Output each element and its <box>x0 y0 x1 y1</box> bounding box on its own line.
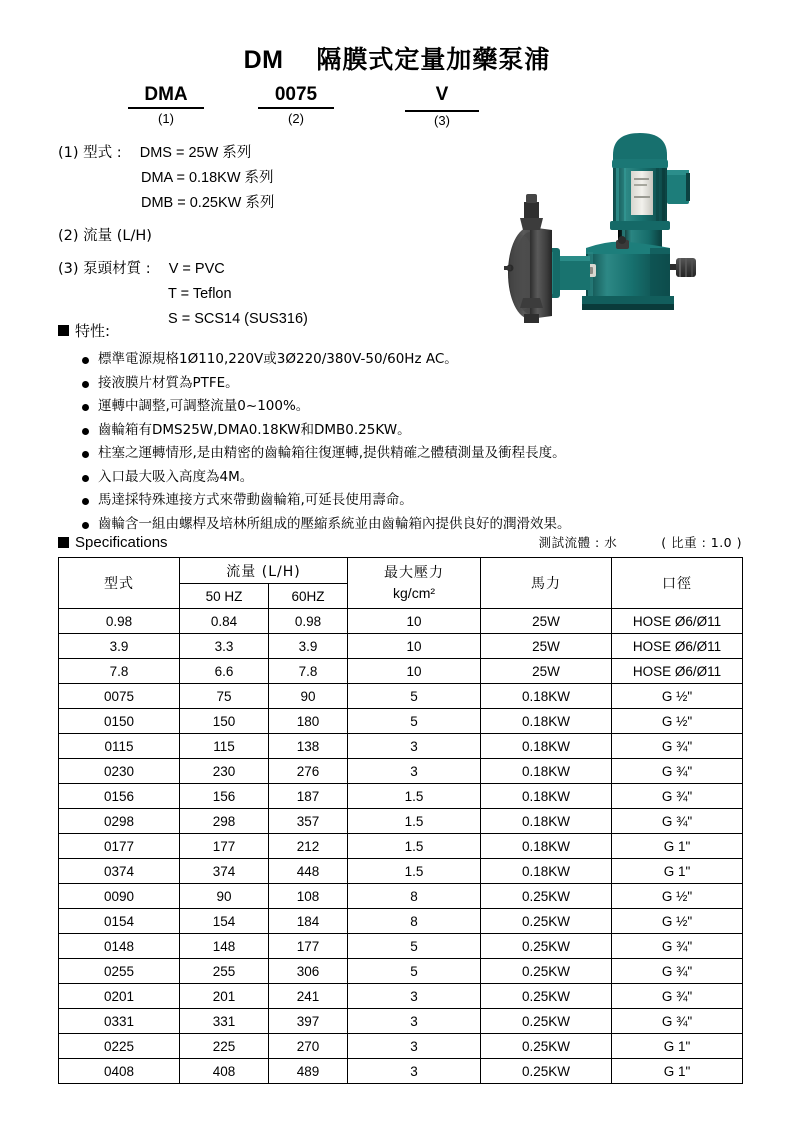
cell-flow-50hz: 255 <box>180 959 269 984</box>
table-row <box>59 959 743 984</box>
table-row <box>59 1034 743 1059</box>
page-title <box>0 40 794 76</box>
cell-port: G 1" <box>612 859 743 884</box>
table-row <box>59 1009 743 1034</box>
definition-head-item-2: T = Teflon <box>168 286 232 302</box>
cell-power: 0.25KW <box>481 934 612 959</box>
cell-model: 0148 <box>59 934 180 959</box>
definition-type-item-3: DMB = 0.25KW 系列 <box>141 195 275 211</box>
cell-pressure: 3 <box>348 1009 481 1034</box>
cell-pressure: 10 <box>348 609 481 634</box>
col-header-pressure-line2: kg/cm² <box>393 584 436 601</box>
cell-port: G ¾" <box>612 984 743 1009</box>
definition-type-item-2: DMA = 0.18KW 系列 <box>141 170 274 186</box>
table-row <box>59 609 743 634</box>
cell-power: 0.25KW <box>481 1059 612 1084</box>
feature-item: 柱塞之運轉情形,是由精密的齒輪箱往復運轉,提供精確之體積測量及衝程長度。 <box>58 442 748 466</box>
cell-flow-50hz: 150 <box>180 709 269 734</box>
feature-item: 入口最大吸入高度為4M。 <box>58 466 748 490</box>
cell-pressure: 5 <box>348 934 481 959</box>
table-row <box>59 684 743 709</box>
col-header-port: 口徑 <box>612 558 743 609</box>
features-section <box>58 320 748 536</box>
cell-model: 0075 <box>59 684 180 709</box>
cell-power: 0.25KW <box>481 984 612 1009</box>
cell-flow-60hz: 241 <box>269 984 348 1009</box>
table-row <box>59 834 743 859</box>
cell-power: 0.18KW <box>481 784 612 809</box>
cell-flow-60hz: 90 <box>269 684 348 709</box>
cell-flow-50hz: 3.3 <box>180 634 269 659</box>
cell-model: 0225 <box>59 1034 180 1059</box>
cell-pressure: 8 <box>348 909 481 934</box>
cell-model: 0.98 <box>59 609 180 634</box>
cell-flow-60hz: 138 <box>269 734 348 759</box>
cell-flow-50hz: 298 <box>180 809 269 834</box>
cell-power: 0.25KW <box>481 959 612 984</box>
features-heading <box>58 320 748 341</box>
cell-port: G ¾" <box>612 809 743 834</box>
cell-pressure: 3 <box>348 984 481 1009</box>
cell-port: G ½" <box>612 684 743 709</box>
pump-illustration-icon <box>500 118 750 323</box>
model-code-index-3: (3) <box>405 110 479 128</box>
cell-flow-50hz: 115 <box>180 734 269 759</box>
cell-flow-50hz: 177 <box>180 834 269 859</box>
cell-port: G ¾" <box>612 959 743 984</box>
table-header <box>59 558 743 609</box>
cell-power: 0.18KW <box>481 759 612 784</box>
table-row <box>59 709 743 734</box>
table-row <box>59 909 743 934</box>
cell-flow-50hz: 408 <box>180 1059 269 1084</box>
features-list <box>58 348 748 536</box>
table-row <box>59 759 743 784</box>
cell-power: 25W <box>481 634 612 659</box>
cell-flow-50hz: 201 <box>180 984 269 1009</box>
cell-pressure: 3 <box>348 734 481 759</box>
table-header-row-1 <box>59 558 743 584</box>
cell-flow-60hz: 357 <box>269 809 348 834</box>
cell-port: G ½" <box>612 884 743 909</box>
definition-type <box>58 141 488 216</box>
table-row <box>59 734 743 759</box>
cell-flow-60hz: 489 <box>269 1059 348 1084</box>
cell-power: 25W <box>481 659 612 684</box>
cell-port: G ½" <box>612 909 743 934</box>
cell-pressure: 8 <box>348 884 481 909</box>
model-code-part-1 <box>128 84 204 126</box>
cell-power: 0.18KW <box>481 834 612 859</box>
cell-flow-50hz: 225 <box>180 1034 269 1059</box>
cell-port: G ¾" <box>612 734 743 759</box>
cell-power: 0.25KW <box>481 1034 612 1059</box>
definition-type-row-1 <box>58 141 488 166</box>
table-row <box>59 809 743 834</box>
feature-item: 齒輪箱有DMS25W,DMA0.18KW和DMB0.25KW。 <box>58 419 748 443</box>
cell-port: G ¾" <box>612 1009 743 1034</box>
cell-flow-50hz: 75 <box>180 684 269 709</box>
cell-flow-50hz: 154 <box>180 909 269 934</box>
cell-pressure: 1.5 <box>348 859 481 884</box>
cell-pressure: 10 <box>348 659 481 684</box>
model-code-value-1: DMA <box>128 84 204 109</box>
cell-port: G ½" <box>612 709 743 734</box>
cell-pressure: 5 <box>348 709 481 734</box>
definition-head-row-1 <box>58 257 488 282</box>
cell-pressure: 1.5 <box>348 809 481 834</box>
cell-flow-60hz: 187 <box>269 784 348 809</box>
cell-pressure: 3 <box>348 1059 481 1084</box>
feature-item: 運轉中調整,可調整流量0~100%。 <box>58 395 748 419</box>
cell-flow-60hz: 397 <box>269 1009 348 1034</box>
definition-flow <box>58 224 488 249</box>
features-heading-label: 特性: <box>75 322 111 340</box>
cell-flow-60hz: 276 <box>269 759 348 784</box>
definition-head-item-3: S = SCS14 (SUS316) <box>168 311 308 327</box>
cell-pressure: 3 <box>348 759 481 784</box>
cell-port: HOSE Ø6/Ø11 <box>612 659 743 684</box>
cell-flow-60hz: 448 <box>269 859 348 884</box>
cell-pressure: 3 <box>348 1034 481 1059</box>
specifications-heading-label: Specifications <box>75 534 168 551</box>
cell-power: 25W <box>481 609 612 634</box>
cell-port: G ¾" <box>612 784 743 809</box>
product-photo-pump <box>500 118 750 323</box>
col-header-flow-group: 流量 (L/H) <box>180 558 348 584</box>
page-title-code: DM <box>243 46 284 74</box>
cell-model: 0331 <box>59 1009 180 1034</box>
table-row <box>59 1059 743 1084</box>
cell-model: 0255 <box>59 959 180 984</box>
cell-port: G ¾" <box>612 934 743 959</box>
cell-flow-60hz: 177 <box>269 934 348 959</box>
square-bullet-icon <box>58 325 69 336</box>
feature-item: 齒輪含一組由螺桿及培林所組成的壓縮系統並由齒輪箱內提供良好的潤滑效果。 <box>58 513 748 537</box>
definition-head-label: (3) 泵頭材質 : <box>58 261 151 277</box>
cell-flow-60hz: 306 <box>269 959 348 984</box>
model-code-definitions <box>58 141 488 340</box>
specifications-table <box>58 557 743 1084</box>
cell-flow-50hz: 0.84 <box>180 609 269 634</box>
cell-power: 0.25KW <box>481 884 612 909</box>
table-row <box>59 884 743 909</box>
model-code-index-1: (1) <box>158 111 174 126</box>
cell-model: 0090 <box>59 884 180 909</box>
model-code-value-3: V <box>435 84 449 105</box>
cell-pressure: 5 <box>348 959 481 984</box>
feature-item: 馬達採特殊連接方式來帶動齒輪箱,可延長使用壽命。 <box>58 489 748 513</box>
model-code-part-3 <box>405 84 479 128</box>
specific-gravity-note: ( 比重 : 1.0 ) <box>661 535 742 550</box>
definition-flow-label: (2) 流量 (L/H) <box>58 228 152 244</box>
cell-power: 0.18KW <box>481 809 612 834</box>
cell-port: G 1" <box>612 834 743 859</box>
definition-type-row-2 <box>58 166 488 191</box>
model-code-part-2 <box>258 84 334 126</box>
cell-flow-50hz: 230 <box>180 759 269 784</box>
cell-port: G 1" <box>612 1034 743 1059</box>
feature-item: 標準電源規格1Ø110,220V或3Ø220/380V-50/60Hz AC。 <box>58 348 748 372</box>
specifications-heading <box>58 534 168 551</box>
cell-model: 3.9 <box>59 634 180 659</box>
model-code-value-2: 0075 <box>258 84 334 109</box>
cell-pressure: 1.5 <box>348 784 481 809</box>
test-fluid-note: 測試流體 : 水 <box>538 535 618 550</box>
square-bullet-icon <box>58 537 69 548</box>
definition-head-row-2 <box>58 282 488 307</box>
table-row <box>59 859 743 884</box>
cell-model: 0154 <box>59 909 180 934</box>
table-row <box>59 659 743 684</box>
cell-power: 0.18KW <box>481 709 612 734</box>
cell-pressure: 1.5 <box>348 834 481 859</box>
feature-item: 接液膜片材質為PTFE。 <box>58 372 748 396</box>
cell-model: 0230 <box>59 759 180 784</box>
cell-flow-50hz: 90 <box>180 884 269 909</box>
cell-port: HOSE Ø6/Ø11 <box>612 634 743 659</box>
table-row <box>59 934 743 959</box>
page-title-name: 隔膜式定量加藥泵浦 <box>316 45 551 74</box>
cell-flow-60hz: 184 <box>269 909 348 934</box>
table-body <box>59 609 743 1084</box>
cell-power: 0.25KW <box>481 1009 612 1034</box>
cell-flow-60hz: 7.8 <box>269 659 348 684</box>
col-header-pressure-line1: 最大壓力 <box>384 564 445 581</box>
cell-model: 7.8 <box>59 659 180 684</box>
cell-power: 0.25KW <box>481 909 612 934</box>
cell-pressure: 5 <box>348 684 481 709</box>
cell-flow-50hz: 6.6 <box>180 659 269 684</box>
table-row <box>59 634 743 659</box>
cell-model: 0374 <box>59 859 180 884</box>
cell-port: G 1" <box>612 1059 743 1084</box>
cell-flow-50hz: 156 <box>180 784 269 809</box>
cell-port: HOSE Ø6/Ø11 <box>612 609 743 634</box>
cell-flow-60hz: 0.98 <box>269 609 348 634</box>
col-header-power: 馬力 <box>481 558 612 609</box>
model-code-index-2: (2) <box>288 111 304 126</box>
cell-power: 0.18KW <box>481 684 612 709</box>
cell-model: 0177 <box>59 834 180 859</box>
table-row <box>59 784 743 809</box>
cell-flow-50hz: 374 <box>180 859 269 884</box>
cell-flow-60hz: 3.9 <box>269 634 348 659</box>
cell-power: 0.18KW <box>481 859 612 884</box>
definition-head-item-1: V = PVC <box>168 261 225 277</box>
cell-flow-60hz: 108 <box>269 884 348 909</box>
cell-model: 0156 <box>59 784 180 809</box>
col-header-pressure <box>348 558 481 609</box>
cell-flow-60hz: 180 <box>269 709 348 734</box>
cell-flow-60hz: 212 <box>269 834 348 859</box>
definition-type-row-3 <box>58 191 488 216</box>
cell-power: 0.18KW <box>481 734 612 759</box>
specifications-heading-row <box>58 533 742 551</box>
cell-model: 0115 <box>59 734 180 759</box>
col-header-flow-60hz: 60HZ <box>269 584 348 609</box>
definition-type-label: (1) 型式 : <box>58 145 122 161</box>
col-header-flow-50hz: 50 HZ <box>180 584 269 609</box>
cell-model: 0298 <box>59 809 180 834</box>
col-header-model: 型式 <box>59 558 180 609</box>
cell-pressure: 10 <box>348 634 481 659</box>
cell-port: G ¾" <box>612 759 743 784</box>
cell-flow-50hz: 331 <box>180 1009 269 1034</box>
cell-flow-60hz: 270 <box>269 1034 348 1059</box>
cell-model: 0150 <box>59 709 180 734</box>
cell-flow-50hz: 148 <box>180 934 269 959</box>
table-row <box>59 984 743 1009</box>
cell-model: 0201 <box>59 984 180 1009</box>
cell-model: 0408 <box>59 1059 180 1084</box>
definition-type-item-1: DMS = 25W 系列 <box>139 145 252 161</box>
